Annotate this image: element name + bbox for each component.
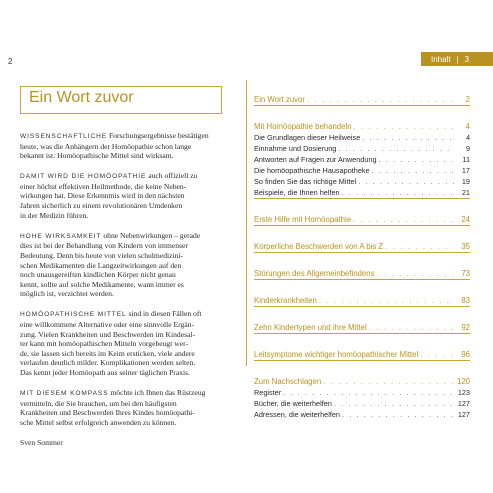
toc-entry-label: Kinderkrankheiten (254, 296, 317, 305)
toc-page-number: 127 (457, 399, 470, 408)
toc-separator (254, 279, 470, 280)
toc-leader-dots (307, 95, 454, 104)
toc-page-number: 96 (461, 350, 470, 359)
line-text: Jahren sicherlich zu einem revolutionären Umdenken (20, 201, 183, 211)
toc-chapter-entry[interactable] (254, 339, 470, 359)
toc-page-number: 21 (461, 188, 470, 197)
intro-paragraph (20, 231, 230, 299)
toc-leader-dots (323, 377, 454, 386)
toc-separator (254, 105, 470, 106)
toc-entry-label: Zum Nachschlagen (254, 377, 322, 386)
line-text: verlaufen deutlich milder. Komplikationen werden selten. (20, 358, 196, 368)
toc-chapter-entry[interactable] (254, 312, 470, 332)
page-number-left: 2 (8, 57, 13, 66)
toc-subentry[interactable] (254, 397, 470, 408)
text-line (20, 270, 230, 280)
line-text: in der Medizin führen. (20, 210, 89, 220)
line-text: Krankheiten und Beschwerden Ihres Kindes homöopathi- (20, 408, 195, 418)
toc-entry-label: Adressen, die weiterhelfen (254, 410, 340, 419)
toc-chapter-entry[interactable] (254, 285, 470, 305)
line-text: ter kann mit homöopathischen Mitteln vorgebeugt wer- (20, 339, 188, 349)
toc-chapter-entry[interactable] (254, 231, 470, 251)
toc-page-number: 123 (457, 388, 470, 397)
toc-leader-dots (353, 215, 454, 224)
toc-page-number: 35 (461, 242, 470, 251)
toc-page-number: 19 (461, 177, 470, 186)
text-line (20, 280, 230, 290)
toc-subentry[interactable] (254, 408, 470, 419)
title-box (20, 86, 222, 114)
toc-entry-label: Ein Wort zuvor (254, 95, 305, 104)
toc-leader-dots (342, 188, 454, 197)
toc-leader-dots (342, 410, 454, 419)
text-line (20, 418, 230, 428)
toc-entry-label: Störungen des Allgemeinbefindens (254, 269, 375, 278)
toc-entry-label: Zehn Kindertypen und ihre Mittel (254, 323, 367, 332)
toc-entry-label: So finden Sie das richtige Mittel (254, 177, 357, 186)
toc-entry-label: Körperliche Beschwerden von A bis Z (254, 242, 384, 251)
line-text: vermitteln, die Sie brauchen, um bei den häufigsten (20, 398, 177, 408)
text-line (20, 251, 230, 261)
toc-entry-label: Die Grundlagen dieser Heilweise (254, 133, 361, 142)
toc-entry-label: Leitsymptome wichtiger homöopathischer Mittel (254, 350, 419, 359)
toc-chapter-entry[interactable] (254, 111, 470, 131)
text-line (20, 231, 230, 242)
line-text: noch unausgereiften kindlichen Körper nicht genau (20, 270, 176, 280)
line-text: möchte ich Ihnen das Rüstzeug (108, 388, 206, 398)
toc-entry-label: Beispiele, die Ihnen helfen (254, 188, 340, 197)
toc-leader-dots (379, 155, 454, 164)
toc-leader-dots (369, 323, 454, 332)
toc-page-number: 24 (461, 215, 470, 224)
toc-chapter-entry[interactable] (254, 258, 470, 278)
line-text: schen Medikamenten die Langzeitwirkungen auf den (20, 260, 182, 270)
toc-subentry[interactable] (254, 131, 470, 142)
line-text: sche Mittel selbst erfolgreich anwenden zu können. (20, 417, 177, 427)
text-line (20, 201, 230, 211)
line-text: einer höchst effektiven Heilmethode, die keine Neben- (20, 181, 187, 191)
line-text: auch offiziell zu (146, 171, 198, 181)
intro-paragraph (20, 309, 230, 377)
text-line (20, 182, 230, 192)
line-text: möglich ist, verzichtet werden. (20, 289, 114, 299)
toc-leader-dots (385, 242, 454, 251)
toc-leader-dots (338, 144, 454, 153)
toc-chapter-entry[interactable] (254, 204, 470, 224)
toc-entry-label: Einnahme und Dosierung (254, 144, 337, 153)
line-text: bekannt ist: Homöopathische Mittel sind wirksam. (20, 151, 174, 161)
toc-leader-dots (377, 269, 454, 278)
toc-separator (254, 333, 470, 334)
tab-label: Inhalt (431, 54, 451, 64)
toc-page-number: 9 (465, 144, 470, 153)
text-line (20, 349, 230, 359)
toc-subentry[interactable] (254, 386, 470, 397)
text-line (20, 388, 230, 399)
paragraph-lead: HOMÖOPATHISCHE MITTEL (20, 311, 127, 319)
toc-page-number: 2 (465, 95, 470, 104)
text-line (20, 142, 230, 152)
toc-page-number: 11 (462, 155, 470, 164)
paragraph-lead: DAMIT WIRD DIE HOMÖOPATHIE (20, 173, 147, 181)
line-text: Forschungsergebnisse bestätigen (107, 131, 209, 140)
toc-page-number: 127 (457, 410, 470, 419)
text-line (20, 330, 230, 340)
paragraph-lead: MIT DIESEM KOMPASS (20, 390, 109, 398)
toc-entry-label: Antworten auf Fragen zur Anwendung (254, 155, 377, 164)
toc-leader-dots (319, 296, 454, 305)
toc-entry-label: Die homöopathische Hausapotheke (254, 166, 370, 175)
toc-page-number: 4 (465, 133, 470, 142)
text-line (20, 309, 230, 320)
toc-leader-dots (420, 350, 454, 359)
line-text: wirkungen hat. Diese Erkenntnis wird in den nächsten (20, 191, 185, 201)
text-line (20, 211, 230, 221)
toc-separator (254, 225, 470, 226)
line-text: Bedeutung. Denn bis heute von vielen schulmedizini- (20, 250, 184, 260)
text-line (20, 131, 230, 142)
intro-paragraph (20, 171, 230, 220)
toc-page-number: 4 (465, 122, 470, 131)
text-line (20, 339, 230, 349)
toc-separator (254, 252, 470, 253)
toc-leader-dots (358, 177, 454, 186)
toc-separator (254, 306, 470, 307)
toc-leader-dots (372, 166, 454, 175)
line-text: eine willkommene Alternative oder eine sinnvolle Ergän- (20, 320, 195, 329)
toc-page-number: 73 (461, 269, 470, 278)
toc-entry-label: Bücher, die weiterhelfen (254, 399, 332, 408)
line-text: dies ist bei der Behandlung von Kindern von immenser (20, 241, 188, 251)
page-title: Ein Wort zuvor (29, 89, 134, 106)
intro-paragraph (20, 131, 230, 161)
tab-page-number: 3 (464, 54, 470, 64)
line-text: de, sie lassen sich bereits im Keim ersticken, viele andere (20, 348, 195, 358)
toc-subentry[interactable] (254, 142, 470, 153)
line-text: heute, was die Anhängern der Homöopathie schon lange (20, 141, 192, 151)
author-signature: Sven Sommer (20, 437, 63, 447)
toc-separator (254, 198, 470, 199)
line-text: sind in diesen Fällen oft (126, 309, 202, 319)
toc-page-number: 120 (456, 377, 470, 386)
text-line (20, 289, 230, 299)
toc-page-number: 17 (461, 166, 470, 175)
toc-leader-dots (334, 399, 454, 408)
toc-chapter-entry[interactable] (254, 366, 470, 386)
toc-entry-label: Register (254, 388, 282, 397)
chapter-tab (421, 52, 493, 66)
text-line (20, 368, 230, 378)
text-line (20, 191, 230, 201)
toc-entry-label: Mit Homöopathie behandeln (254, 122, 352, 131)
text-line (20, 171, 230, 182)
toc-separator (254, 360, 470, 361)
paragraph-lead: WISSENSCHAFTLICHE (20, 133, 108, 140)
toc-page-number: 83 (461, 296, 470, 305)
line-text: Das kennt jeder Homöopath aus seiner täglichen Praxis. (20, 367, 190, 377)
line-text: ohne Nebenwirkungen – gerade (101, 230, 201, 240)
intro-paragraph (20, 388, 230, 427)
toc-leader-dots (362, 133, 454, 142)
toc-entry-label: Erste Hilfe mit Homöopathie (254, 215, 352, 224)
text-line (20, 241, 230, 251)
table-of-contents (254, 84, 470, 419)
text-line (20, 358, 230, 368)
text-line (20, 408, 230, 418)
toc-subentry[interactable] (254, 186, 470, 197)
text-line (20, 320, 230, 330)
intro-text (20, 131, 230, 448)
toc-chapter-entry[interactable] (254, 84, 470, 104)
toc-leader-dots (283, 388, 454, 397)
tab-separator: | (456, 54, 459, 64)
text-line (20, 261, 230, 271)
paragraph-lead: HOHE WIRKSAMKEIT (20, 232, 102, 240)
line-text: zung. Vielen Krankheiten und Beschwerden im Kindesal- (20, 329, 196, 339)
toc-leader-dots (354, 122, 454, 131)
toc-page-number: 92 (461, 323, 470, 332)
text-line (20, 151, 230, 161)
toc-subentry[interactable] (254, 153, 470, 164)
toc-divider (246, 80, 247, 366)
text-line (20, 399, 230, 409)
line-text: kennt, sollte auf solche Medikamente, wann immer es (20, 279, 184, 289)
toc-subentry[interactable] (254, 164, 470, 175)
toc-subentry[interactable] (254, 175, 470, 186)
